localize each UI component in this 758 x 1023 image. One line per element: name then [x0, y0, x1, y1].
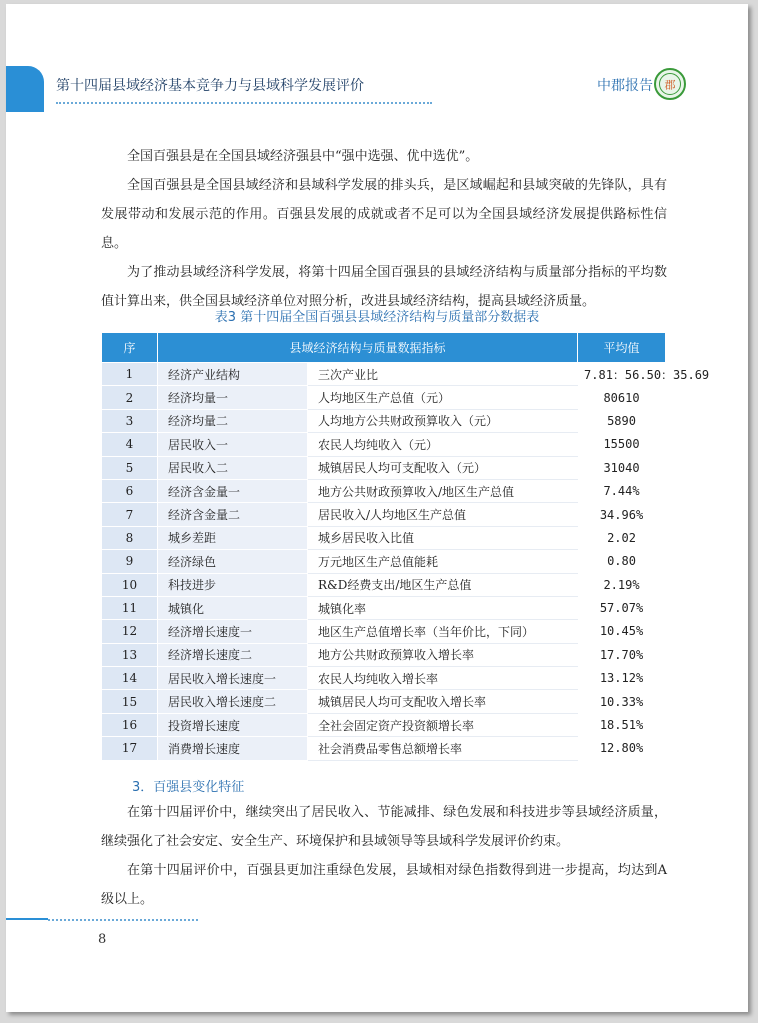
table-row	[102, 737, 666, 760]
document-page	[6, 4, 748, 1012]
row-name: 居民收入二	[158, 456, 308, 479]
row-seq: 15	[102, 690, 158, 713]
row-value: 0.80	[578, 550, 666, 573]
row-value: 10.33%	[578, 690, 666, 713]
row-name: 消费增长速度	[158, 737, 308, 760]
row-metric: 人均地区生产总值（元）	[308, 386, 578, 409]
row-seq: 11	[102, 596, 158, 619]
row-seq: 6	[102, 479, 158, 502]
row-metric: 农民人均纯收入增长率	[308, 667, 578, 690]
row-seq: 4	[102, 433, 158, 456]
row-value: 2.02	[578, 526, 666, 549]
paragraph: 全国百强县是在全国县域经济强县中“强中选强、优中选优”。	[127, 149, 479, 164]
header-dotted-rule	[56, 102, 432, 104]
table-row	[102, 643, 666, 666]
table-row	[102, 620, 666, 643]
page-number: 8	[98, 932, 107, 947]
row-name: 经济产业结构	[158, 363, 308, 386]
row-value: 80610	[578, 386, 666, 409]
paragraph: 为了推动县域经济科学发展，将第十四届全国百强县的县域经济结构与质量部分指标的平均数值计算出来，供全国县域经济单位对照分析，改进县域经济结构，提高县域经济质量。	[101, 265, 667, 309]
table-row	[102, 690, 666, 713]
table-row	[102, 409, 666, 432]
table-row	[102, 526, 666, 549]
row-metric: R&D经费支出/地区生产总值	[308, 573, 578, 596]
row-seq: 2	[102, 386, 158, 409]
row-name: 经济均量一	[158, 386, 308, 409]
row-seq: 13	[102, 643, 158, 666]
row-name: 经济含金量二	[158, 503, 308, 526]
row-seq: 7	[102, 503, 158, 526]
table-row	[102, 596, 666, 619]
table-row	[102, 363, 666, 386]
row-seq: 17	[102, 737, 158, 760]
paragraph: 在第十四届评价中，继续突出了居民收入、节能减排、绿色发展和科技进步等县域经济质量，继续强化了社会安定、安全生产、环境保护和县域领导等县域科学发展评价约束。	[101, 805, 667, 849]
row-seq: 9	[102, 550, 158, 573]
row-seq: 5	[102, 456, 158, 479]
row-seq: 16	[102, 713, 158, 736]
row-name: 居民收入一	[158, 433, 308, 456]
header-seq: 序	[102, 333, 158, 363]
row-value: 18.51%	[578, 713, 666, 736]
intro-text	[101, 142, 667, 316]
row-metric: 地方公共财政预算收入/地区生产总值	[308, 479, 578, 502]
row-name: 经济均量二	[158, 409, 308, 432]
row-value: 7.44%	[578, 479, 666, 502]
row-value: 5890	[578, 409, 666, 432]
row-seq: 8	[102, 526, 158, 549]
table-body	[102, 363, 710, 761]
section-heading: 3．百强县变化特征	[132, 780, 245, 795]
table-row	[102, 550, 666, 573]
brand-name: 中郡报告	[597, 78, 653, 94]
row-value: 7.81：56.50：35.69	[578, 363, 666, 386]
paragraph: 全国百强县是全国县域经济和县域科学发展的排头兵，是区域崛起和县域突破的先锋队，具有发展带动和发展示范的作用。百强县发展的成就或者不足可以为全国县域经济发展提供路标性信息。	[101, 178, 667, 251]
row-metric: 居民收入/人均地区生产总值	[308, 503, 578, 526]
data-table	[101, 332, 710, 761]
row-metric: 城镇居民人均可支配收入（元）	[308, 456, 578, 479]
table-row	[102, 667, 666, 690]
running-header-title: 第十四届县域经济基本竞争力与县域科学发展评价	[56, 78, 364, 94]
row-metric: 地区生产总值增长率（当年价比，下同）	[308, 620, 578, 643]
table-row	[102, 456, 666, 479]
row-name: 居民收入增长速度二	[158, 690, 308, 713]
table-caption: 表3 第十四届全国百强县县域经济结构与质量部分数据表	[214, 310, 540, 325]
table-row	[102, 713, 666, 736]
closing-text	[101, 798, 667, 914]
row-name: 投资增长速度	[158, 713, 308, 736]
row-seq: 14	[102, 667, 158, 690]
header-average: 平均值	[578, 333, 666, 363]
row-name: 经济绿色	[158, 550, 308, 573]
row-metric: 地方公共财政预算收入增长率	[308, 643, 578, 666]
row-metric: 社会消费品零售总额增长率	[308, 737, 578, 760]
row-name: 城镇化	[158, 596, 308, 619]
row-value: 15500	[578, 433, 666, 456]
footer-accent-line	[6, 918, 48, 920]
row-metric: 万元地区生产总值能耗	[308, 550, 578, 573]
row-metric: 农民人均纯收入（元）	[308, 433, 578, 456]
row-value: 34.96%	[578, 503, 666, 526]
row-value: 12.80%	[578, 737, 666, 760]
brand-logo-icon	[654, 68, 686, 100]
row-name: 经济增长速度一	[158, 620, 308, 643]
row-metric: 城乡居民收入比值	[308, 526, 578, 549]
row-name: 经济含金量一	[158, 479, 308, 502]
footer-dotted-rule	[48, 919, 198, 921]
table-row	[102, 573, 666, 596]
row-seq: 3	[102, 409, 158, 432]
row-metric: 人均地方公共财政预算收入（元）	[308, 409, 578, 432]
header-accent-tab	[6, 66, 44, 112]
table-row	[102, 479, 666, 502]
table-row	[102, 503, 666, 526]
table-row	[102, 433, 666, 456]
row-metric: 全社会固定资产投资额增长率	[308, 713, 578, 736]
row-value: 13.12%	[578, 667, 666, 690]
row-value: 57.07%	[578, 596, 666, 619]
row-metric: 城镇化率	[308, 596, 578, 619]
row-value: 10.45%	[578, 620, 666, 643]
row-value: 2.19%	[578, 573, 666, 596]
row-seq: 12	[102, 620, 158, 643]
row-value: 31040	[578, 456, 666, 479]
table-header-row	[102, 333, 666, 363]
row-name: 经济增长速度二	[158, 643, 308, 666]
header-indicator: 县域经济结构与质量数据指标	[158, 333, 578, 363]
row-metric: 城镇居民人均可支配收入增长率	[308, 690, 578, 713]
row-name: 居民收入增长速度一	[158, 667, 308, 690]
row-name: 城乡差距	[158, 526, 308, 549]
logo-glyph: 郡	[664, 78, 676, 92]
row-seq: 1	[102, 363, 158, 386]
row-name: 科技进步	[158, 573, 308, 596]
row-metric: 三次产业比	[308, 363, 578, 386]
row-seq: 10	[102, 573, 158, 596]
paragraph: 在第十四届评价中，百强县更加注重绿色发展，县域相对绿色指数得到进一步提高，均达到A级以上。	[101, 863, 667, 907]
row-value: 17.70%	[578, 643, 666, 666]
table-row	[102, 386, 666, 409]
